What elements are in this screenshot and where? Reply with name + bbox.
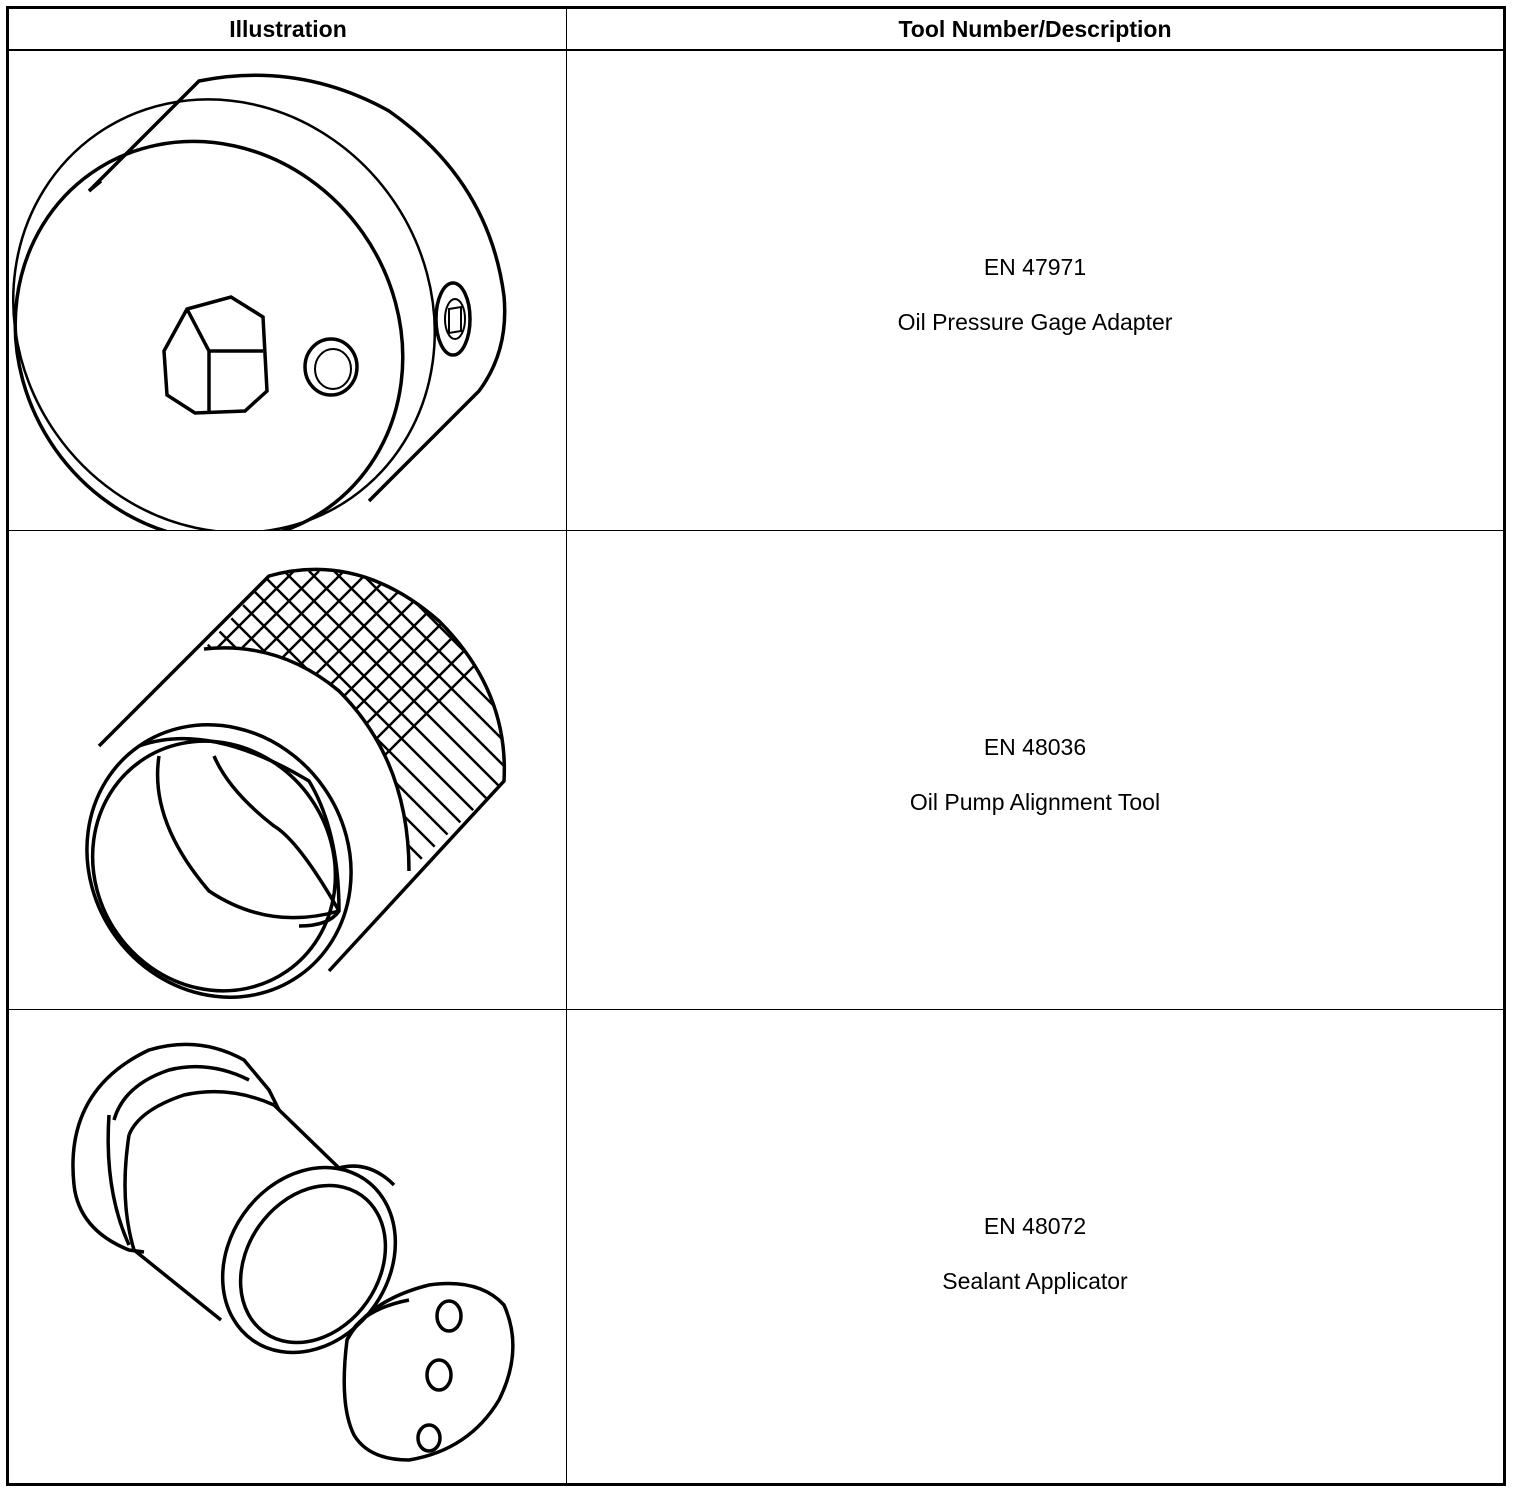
illustration-cell <box>9 531 566 1010</box>
table-row <box>9 51 1503 530</box>
description-cell <box>567 531 1503 1010</box>
header-illustration: Illustration <box>9 9 567 51</box>
special-tools-table <box>6 6 1506 1486</box>
sealant-applicator-icon <box>9 1010 566 1489</box>
table-row <box>9 530 1503 1010</box>
header-tool-number-description: Tool Number/Description <box>567 9 1503 51</box>
tool-number: EN 48072 <box>983 1213 1087 1239</box>
table-row <box>9 1009 1503 1489</box>
tool-description: Sealant Applicator <box>942 1268 1128 1294</box>
illustration-cell <box>9 51 566 530</box>
tool-number: EN 48036 <box>983 734 1087 760</box>
illustration-cell <box>9 1010 566 1489</box>
tool-description: Oil Pressure Gage Adapter <box>897 309 1173 335</box>
description-cell <box>567 51 1503 530</box>
tool-number: EN 47971 <box>983 254 1087 280</box>
oil-pump-alignment-tool-icon <box>9 531 566 1010</box>
tool-description: Oil Pump Alignment Tool <box>909 789 1161 815</box>
description-cell <box>567 1010 1503 1489</box>
oil-pressure-gage-adapter-icon <box>9 51 566 530</box>
